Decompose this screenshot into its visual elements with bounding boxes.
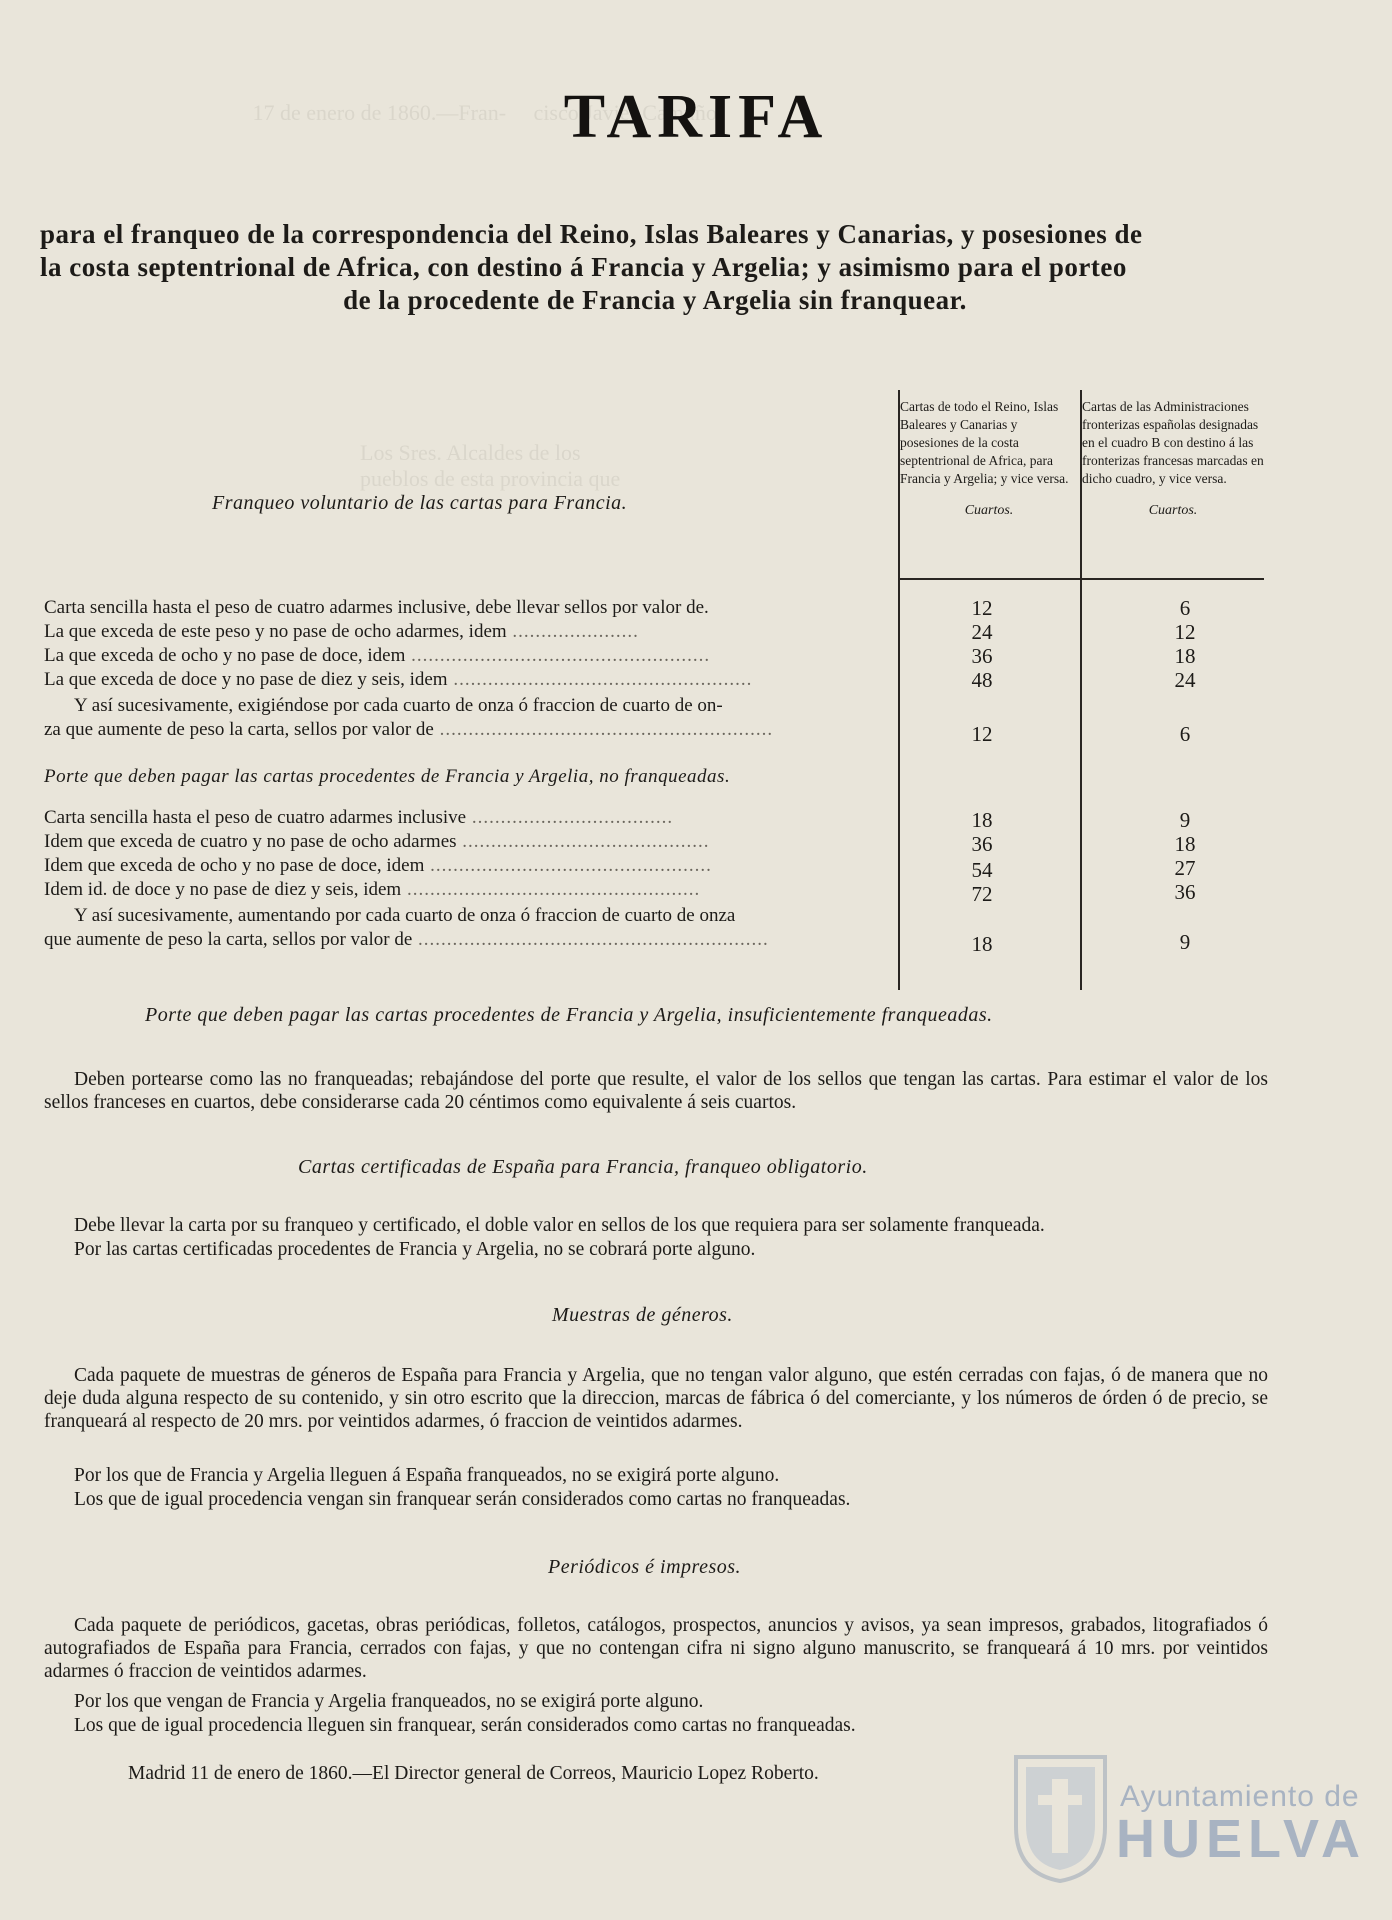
column-header-fronterizas (1082, 398, 1264, 520)
value-fronterizas: 18 (1174, 644, 1196, 668)
section-title-insuficientemente: Porte que deben pagar las cartas procedentes de Francia y Argelia, insuficientemente franqueadas. (145, 1004, 993, 1026)
watermark-text-huelva: HUELVA (1116, 1809, 1366, 1869)
column-header-reino (900, 398, 1078, 520)
row-text: que aumente de peso la carta, sellos por valor de (44, 929, 413, 950)
column-unit-reino: Cuartos. (964, 503, 1014, 518)
paragraph-text: Debe llevar la carta por su franqueo y certificado, el doble valor en sellos de los que requiera para ser solamente franqueada. (74, 1215, 1045, 1236)
section-title-no-franqueadas: Porte que deben pagar las cartas procedentes de Francia y Argelia, no franqueadas. (44, 766, 731, 787)
document-subtitle (40, 218, 1270, 317)
value-fronterizas: 9 (1179, 930, 1191, 954)
paragraph-muestras-3 (44, 1488, 1268, 1511)
value-fronterizas: 12 (1174, 620, 1196, 644)
value-reino: 12 (971, 596, 993, 620)
table-row: La que exceda de doce y no pase de diez y seis, idem .................................................... (44, 669, 753, 690)
subtitle-line-1: para el franqueo de la correspondencia del Reino, Islas Baleares y Canarias, y posesiones de (40, 219, 1143, 249)
table-row: que aumente de peso la carta, sellos por valor de ............................................................. (44, 929, 769, 950)
paragraph-muestras-2 (44, 1464, 1268, 1487)
paragraph-text: Por las cartas certificadas procedentes de Francia y Argelia, no se cobrará porte alguno. (74, 1239, 756, 1260)
paragraph-text: Los que de igual procedencia lleguen sin franquear, serán considerados como cartas no franqueadas. (74, 1715, 856, 1736)
value-reino: 18 (971, 932, 993, 956)
value-reino: 12 (971, 722, 993, 746)
subtitle-line-2: la costa septentrional de Africa, con destino á Francia y Argelia; y asimismo para el porteo (40, 252, 1127, 282)
value-reino: 36 (971, 644, 993, 668)
paragraph-certificadas-1 (44, 1214, 1268, 1237)
table-row: Carta sencilla hasta el peso de cuatro adarmes inclusive ................................... (44, 807, 674, 828)
paragraph-text: Deben portearse como las no franqueadas; rebajándose del porte que resulte, el valor de los sellos que tengan las cartas. Para estimar el valor de los sellos franceses en cuartos, debe considerarse cada 20 céntimos como equivalente á seis cuartos. (44, 1069, 1268, 1113)
column-header-reino-text: Cartas de todo el Reino, Islas Baleares y Canarias y posesiones de la costa septentrional de Africa, para Francia y Argelia; y vice versa. (900, 399, 1069, 486)
value-reino: 24 (971, 620, 993, 644)
value-fronterizas: 6 (1179, 722, 1191, 746)
column-unit-fronterizas: Cuartos. (1148, 503, 1198, 518)
document-title: TARIFA (563, 83, 829, 151)
paragraph-certificadas-2 (44, 1238, 1268, 1261)
row-text: Idem id. de doce y no pase de diez y seis, idem (44, 879, 402, 900)
paragraph-periodicos-1 (44, 1614, 1268, 1683)
section-title-franqueo-voluntario: Franqueo voluntario de las cartas para Francia. (212, 492, 628, 514)
row-text: La que exceda de este peso y no pase de ocho adarmes, idem (44, 621, 507, 642)
row-text: Carta sencilla hasta el peso de cuatro adarmes inclusive, debe llevar sellos por valor de. (44, 597, 709, 618)
bleed-through-text: 17 de enero de 1860.—Fran- cisco Javier Camuño. (60, 100, 723, 125)
value-reino: 72 (971, 882, 993, 906)
paragraph-text: Los que de igual procedencia vengan sin franquear serán considerados como cartas no franqueadas. (74, 1489, 851, 1510)
table-row: za que aumente de peso la carta, sellos por valor de .......................................................... (44, 719, 774, 740)
paragraph-text: Por los que de Francia y Argelia lleguen á España franqueados, no se exigirá porte alguno. (74, 1465, 780, 1486)
section-title-certificadas: Cartas certificadas de España para Francia, franqueo obligatorio. (298, 1156, 868, 1178)
value-fronterizas: 36 (1174, 880, 1196, 904)
subtitle-line-3: de la procedente de Francia y Argelia sin franquear. (343, 285, 967, 315)
value-fronterizas: 18 (1174, 832, 1196, 856)
paragraph-muestras-1 (44, 1364, 1268, 1433)
section-title-periodicos: Periódicos é impresos. (548, 1556, 742, 1578)
bleed-through-text-2: Los Sres. Alcaldes de los pueblos de esta provincia que (360, 440, 621, 491)
table-row: Idem id. de doce y no pase de diez y seis, idem ................................................... (44, 879, 701, 900)
table-row-continuation: Y así sucesivamente, aumentando por cada cuarto de onza ó fraccion de cuarto de onza (74, 905, 736, 926)
value-reino: 54 (971, 858, 993, 882)
row-text: La que exceda de ocho y no pase de doce, idem (44, 645, 406, 666)
value-fronterizas: 27 (1174, 856, 1196, 880)
table-row: La que exceda de este peso y no pase de ocho adarmes, idem ...................... (44, 621, 639, 642)
row-text: Idem que exceda de ocho y no pase de doce, idem (44, 855, 425, 876)
section-title-muestras: Muestras de géneros. (552, 1304, 733, 1326)
watermark-text-ayuntamiento: Ayuntamiento de (1120, 1780, 1360, 1813)
table-row: La que exceda de ocho y no pase de doce, idem .................................................... (44, 645, 711, 666)
paragraph-text: Cada paquete de periódicos, gacetas, obras periódicas, folletos, catálogos, prospectos, anuncios y avisos, ya sean impresos, grabados, litografiados ó autografiados de España para Francia, cerrados con fajas, y que no contengan cifra ni signo alguno manuscrito, se franqueará á 10 mrs. por veintidos adarmes ó fraccion de veintidos adarmes. (44, 1615, 1268, 1682)
row-text: Carta sencilla hasta el peso de cuatro adarmes inclusive (44, 807, 467, 828)
ayuntamiento-seal-icon (1008, 1745, 1113, 1885)
value-reino: 48 (971, 668, 993, 692)
paragraph-text: Por los que vengan de Francia y Argelia franqueados, no se exigirá porte alguno. (74, 1691, 704, 1712)
column-header-fronterizas-text: Cartas de las Administraciones fronterizas españolas designadas en el cuadro B con destino á las fronterizas francesas marcadas en dicho cuadro, y vice versa. (1082, 399, 1264, 486)
value-fronterizas: 6 (1179, 596, 1191, 620)
paragraph-periodicos-2 (44, 1690, 1268, 1713)
table-row: Idem que exceda de cuatro y no pase de ocho adarmes ........................................... (44, 831, 710, 852)
table-header-rule (900, 578, 1264, 580)
row-text: La que exceda de doce y no pase de diez y seis, idem (44, 669, 448, 690)
paragraph-periodicos-3 (44, 1714, 1268, 1737)
paragraph-text: Cada paquete de muestras de géneros de España para Francia y Argelia, que no tengan valor alguno, que estén cerradas con fajas, ó de manera que no deje duda alguna respecto de su contenido, y sin otro escrito que la direccion, marcas de fábrica ó del comerciante, y los números de órden ó de precio, se franqueará al respecto de 20 mrs. por veintidos adarmes, ó fraccion de veintidos adarmes. (44, 1365, 1268, 1432)
paragraph-insuficientemente (44, 1068, 1268, 1114)
signature-line: Madrid 11 de enero de 1860.—El Director general de Correos, Mauricio Lopez Roberto. (128, 1763, 819, 1784)
table-row-continuation: Y así sucesivamente, exigiéndose por cada cuarto de onza ó fraccion de cuarto de on- (74, 695, 723, 716)
row-text: za que aumente de peso la carta, sellos por valor de (44, 719, 434, 740)
row-text: Idem que exceda de cuatro y no pase de ocho adarmes (44, 831, 457, 852)
value-fronterizas: 9 (1179, 808, 1191, 832)
value-fronterizas: 24 (1174, 668, 1196, 692)
table-row: Idem que exceda de ocho y no pase de doce, idem ................................................. (44, 855, 712, 876)
value-reino: 36 (971, 832, 993, 856)
table-row (44, 596, 899, 620)
value-reino: 18 (971, 808, 993, 832)
